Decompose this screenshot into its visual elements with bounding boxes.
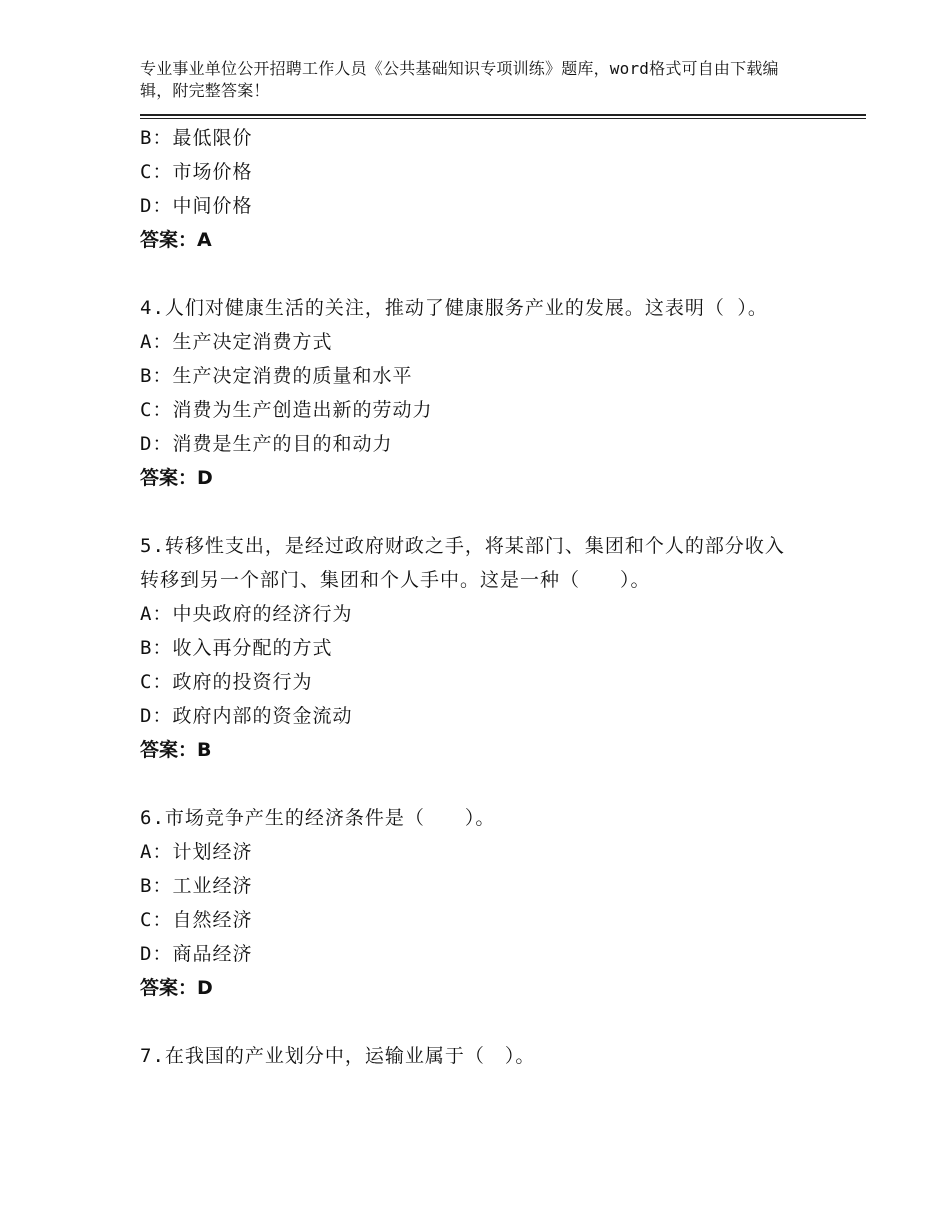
option-b: B：收入再分配的方式: [140, 637, 333, 659]
option-c: C：自然经济: [140, 909, 253, 931]
question-stem: 4.人们对健康生活的关注，推动了健康服务产业的发展。这表明（ ）。: [140, 297, 768, 319]
question-block-3: [140, 121, 866, 257]
option-d: D：中间价格: [140, 195, 253, 217]
option-b: B：最低限价: [140, 127, 253, 149]
question-block-5: [140, 529, 866, 767]
question-stem: 5.转移性支出，是经过政府财政之手，将某部门、集团和个人的部分收入转移到另一个部门、集团和个人手中。这是一种（ ）。: [140, 535, 785, 591]
answer: 答案：B: [140, 739, 212, 761]
option-d: D：商品经济: [140, 943, 253, 965]
question-stem: 6.市场竞争产生的经济条件是（ ）。: [140, 807, 496, 829]
option-a: A：计划经济: [140, 841, 253, 863]
option-c: C：政府的投资行为: [140, 671, 313, 693]
answer: 答案：A: [140, 229, 212, 251]
header-rule: [140, 114, 866, 119]
page-header: [140, 58, 866, 102]
option-c: C：消费为生产创造出新的劳动力: [140, 399, 433, 421]
option-d: D：政府内部的资金流动: [140, 705, 353, 727]
question-block-7: [140, 1039, 866, 1073]
answer: 答案：D: [140, 977, 213, 999]
option-b: B：工业经济: [140, 875, 253, 897]
option-b: B：生产决定消费的质量和水平: [140, 365, 413, 387]
question-block-6: [140, 801, 866, 1005]
option-d: D：消费是生产的目的和动力: [140, 433, 393, 455]
option-a: A：中央政府的经济行为: [140, 603, 353, 625]
option-a: A：生产决定消费方式: [140, 331, 333, 353]
header-text: 专业事业单位公开招聘工作人员《公共基础知识专项训练》题库，word格式可自由下载编辑，附完整答案！: [140, 59, 779, 100]
document-page: [140, 58, 866, 1073]
answer: 答案：D: [140, 467, 213, 489]
question-stem: 7.在我国的产业划分中，运输业属于（ ）。: [140, 1045, 536, 1067]
question-block-4: [140, 291, 866, 495]
option-c: C：市场价格: [140, 161, 253, 183]
